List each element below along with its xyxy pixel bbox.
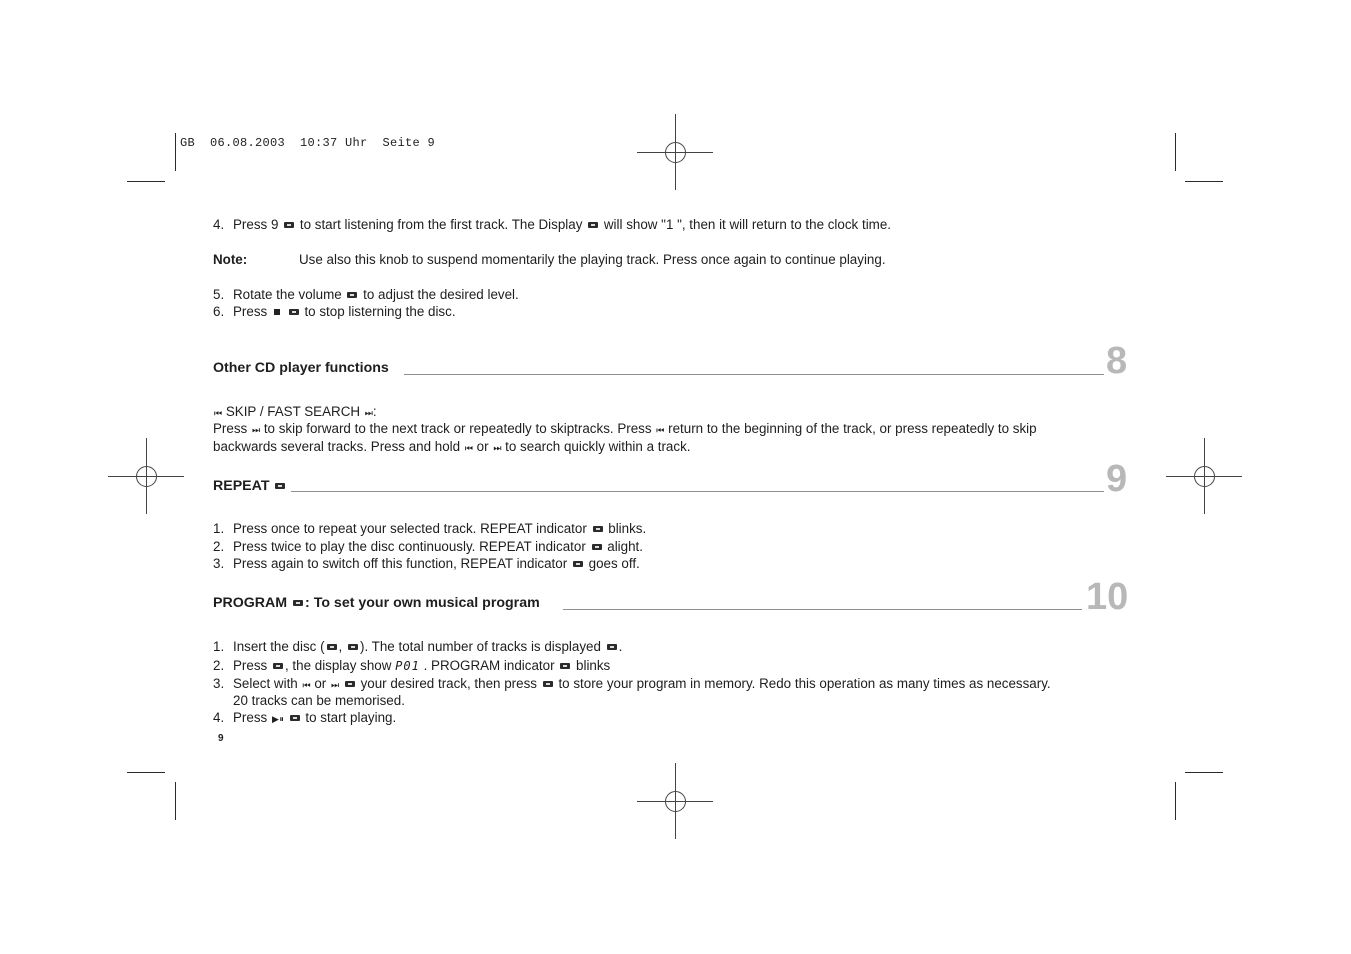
section-title: REPEAT (213, 478, 287, 494)
button-ref-icon (289, 309, 299, 315)
prev-track-icon: ⏮ (302, 680, 310, 690)
display-ref-icon (607, 644, 617, 650)
prev-track-icon: ⏮ (214, 408, 222, 418)
program-item-4: 4. Press ▶ ⏸ to start playing. (213, 710, 397, 725)
step-number: 4. (213, 217, 225, 232)
button-ref-icon (284, 222, 294, 228)
crop-mark (175, 782, 176, 820)
next-track-icon: ⏭ (364, 408, 372, 418)
program-item-3: 3. Select with ⏮ or ⏭ your desired track, then press to store your program in memory. Redo this operation as many times as necessary. (213, 676, 1051, 691)
repeat-indicator-icon (593, 526, 603, 532)
step-5: 5. Rotate the volume to adjust the desired level. (213, 287, 519, 302)
page-number: 9 (218, 733, 224, 744)
play-pause-icon: ▶ ⏸ (271, 714, 283, 724)
registration-mark (1166, 438, 1242, 514)
crop-mark (127, 181, 165, 182)
skip-paragraph-line-2: backwards several tracks. Press and hold ⏮ or ⏭ to search quickly within a track. (213, 439, 691, 454)
volume-ref-icon (347, 292, 357, 298)
crop-mark (1175, 782, 1176, 820)
repeat-item-3: 3. Press again to switch off this function, REPEAT indicator goes off. (213, 556, 640, 571)
repeat-button-icon (275, 483, 285, 489)
prev-track-icon: ⏮ (656, 425, 664, 435)
repeat-indicator-icon (592, 544, 602, 550)
section-rule (404, 374, 1104, 375)
skip-paragraph-line-1: Press ⏭ to skip forward to the next track or repeatedly to skiptracks. Press ⏮ return to the beginning of the track, or press repeatedly to skip (213, 421, 1037, 436)
next-track-icon: ⏭ (493, 443, 501, 453)
crop-mark (127, 772, 165, 773)
program-indicator-icon (560, 663, 570, 669)
step-4: 4. Press 9 to start listening from the first track. The Display will show "1 ", then it will return to the clock time. (213, 217, 891, 232)
note-text: Use also this knob to suspend momentarily the playing track. Press once again to continue playing. (299, 252, 886, 267)
note (213, 251, 886, 268)
repeat-item-1: 1. Press once to repeat your selected track. REPEAT indicator blinks. (213, 521, 647, 536)
crop-mark (1185, 772, 1223, 773)
program-button-icon (273, 663, 283, 669)
skip-heading: ⏮ SKIP / FAST SEARCH ⏭: (214, 404, 377, 419)
program-button-icon (543, 681, 553, 687)
registration-mark (637, 114, 713, 190)
section-rule (291, 491, 1104, 492)
registration-mark (108, 438, 184, 514)
program-item-1: 1. Insert the disc ( , ). The total number of tracks is displayed . (213, 639, 623, 654)
section-rule (563, 609, 1082, 610)
step-6: 6. Press to stop listerning the disc. (213, 304, 456, 319)
button-ref-icon (345, 681, 355, 687)
button-ref-icon (290, 715, 300, 721)
repeat-indicator-icon (573, 561, 583, 567)
section-number: 8 (1106, 340, 1128, 382)
next-track-icon: ⏭ (330, 680, 339, 690)
button-ref-icon (327, 644, 337, 650)
section-number: 10 (1086, 576, 1129, 618)
button-ref-icon (348, 644, 358, 650)
section-number: 9 (1106, 458, 1128, 500)
section-title: Other CD player functions (213, 360, 389, 376)
crop-mark (1175, 133, 1176, 171)
note-label: Note: (213, 252, 248, 267)
repeat-item-2: 2. Press twice to play the disc continuously. REPEAT indicator alight. (213, 539, 643, 554)
program-item-2: 2. Press , the display show P01 . PROGRAM indicator blinks (213, 658, 611, 673)
registration-mark (637, 763, 713, 839)
program-item-3-continued: 20 tracks can be memorised. (233, 693, 405, 708)
crop-mark (175, 133, 176, 171)
prev-track-icon: ⏮ (464, 443, 472, 453)
stop-icon (274, 309, 280, 315)
next-track-icon: ⏭ (251, 425, 260, 435)
print-header: GB 06.08.2003 10:37 Uhr Seite 9 (180, 136, 436, 150)
program-button-icon (293, 600, 303, 606)
crop-mark (1185, 181, 1223, 182)
lcd-display-text: P01 (395, 659, 420, 673)
display-ref-icon (588, 222, 598, 228)
section-title: PROGRAM : To set your own musical program (213, 595, 540, 611)
